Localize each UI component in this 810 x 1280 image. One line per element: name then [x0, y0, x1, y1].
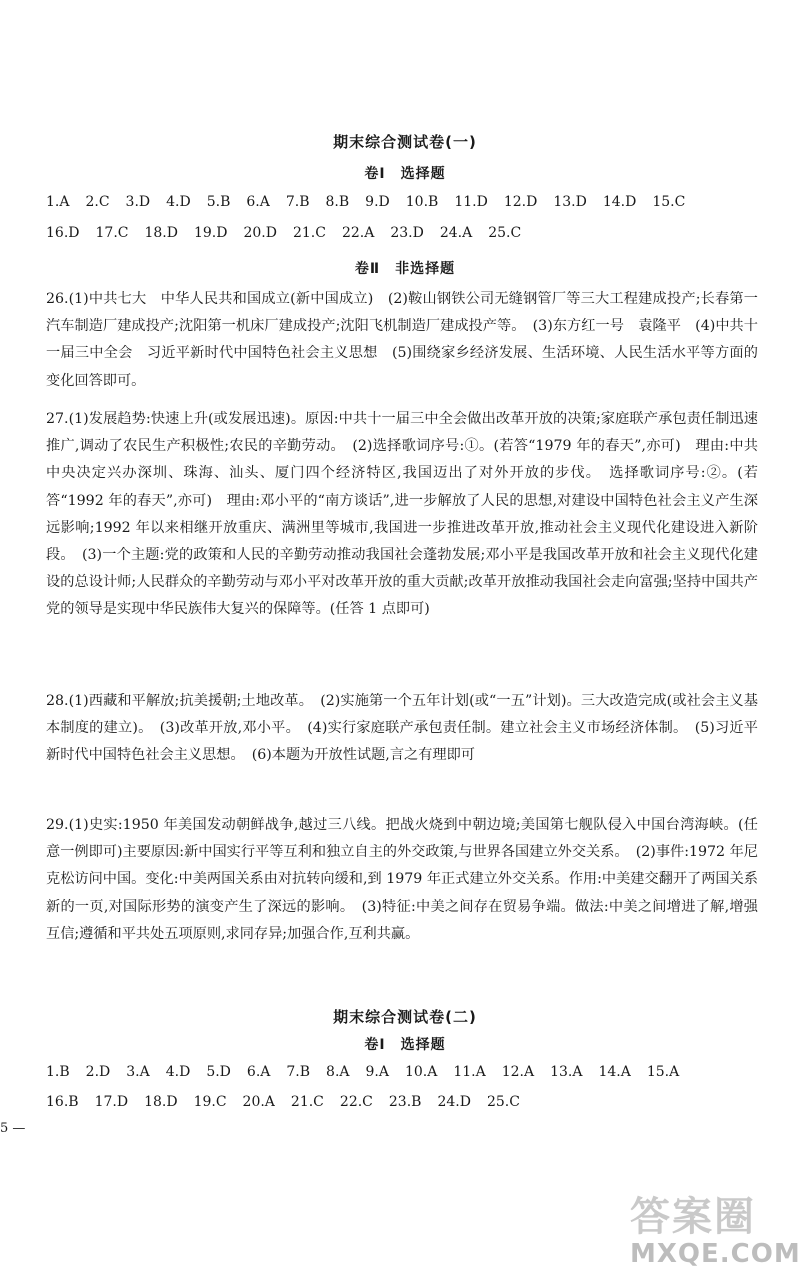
answer-item: 25.C — [486, 1094, 520, 1110]
answer-item: 2.D — [85, 1064, 111, 1080]
watermark-logo — [630, 1195, 800, 1275]
answer-item: 5.B — [206, 194, 231, 210]
answer-item: 10.A — [404, 1064, 438, 1080]
answer-item: 6.A — [246, 1064, 271, 1080]
answer-q26: 26.(1)中共七大 中华人民共和国成立(新中国成立) (2)鞍山钢铁公司无缝钢管厂等三大工程建成投产;长春第一汽车制造厂建成投产;沈阳第一机床厂建成投产;沈阳飞机制造厂建成投产等。 (3)东方红一号 袁隆平 (4)中共十一届三中全会 习近平新时代中国特色社会主义思想 (5)围绕家乡经济发展、生活环境、人民生活水平等方面的变化回答即可。 — [46, 291, 758, 389]
exam1-answers-row1 — [46, 194, 701, 210]
exam1-title: 期末综合测试卷(一) — [333, 133, 477, 151]
answer-item: 9.A — [365, 1064, 389, 1080]
answer-item: 12.D — [503, 194, 538, 210]
answer-q29: 29.(1)史实:1950 年美国发动朝鲜战争,越过三八线。把战火烧到中朝边境;美国第七舰队侵入中国台湾海峡。(任意一例即可)主要原因:新中国实行平等互利和独立自主的外交政策,与世界各国建立外交关系。 (2)事件:1972 年尼克松访问中国。变化:中美两国关系由对抗转向缓和,到 1979 年正式建立外交关系。作用:中美建交翻开了两国关系新的一页,对国际形势的演变产生了深远的影响。 (3)特征:中美之间存在贸易争端。做法:中美之间增进了解,增强互信;遵循和平共处五项原则,求同存异;加强合作,互利共赢。 — [46, 817, 758, 942]
answer-item: 20.A — [242, 1094, 275, 1110]
answer-item: 7.B — [285, 194, 310, 210]
answer-item: 8.A — [326, 1064, 350, 1080]
page-number: 5 — — [0, 1121, 26, 1136]
exam1-part1-title: 卷Ⅰ 选择题 — [364, 166, 446, 182]
answer-item: 2.C — [85, 194, 110, 210]
answer-q27: 27.(1)发展趋势:快速上升(或发展迅速)。原因:中共十一届三中全会做出改革开放的决策;家庭联产承包责任制迅速推广,调动了农民生产积极性;农民的辛勤劳动。 (2)选择歌词序号:①。(若答“1979 年的春天”,亦可) 理由:中共中央决定兴办深圳、珠海、汕头、厦门四个经济特区,我国迈出了对外开放的步伐。 选择歌词序号:②。(若答“1992 年的春天”,亦可) 理由:邓小平的“南方谈话”,进一步解放了人民的思想,对建设中国特色社会主义产生深远影响;1992 年以来相继开放重庆、满洲里等城市,我国进一步推进改革开放,推动社会主义现代化建设进入新阶段。 (3)一个主题:党的政策和人民的辛勤劳动推动我国社会蓬勃发展;邓小平是我国改革开放和社会主义现代化建设的总设计师;人民群众的辛勤劳动与邓小平对改革开放的重大贡献;改革开放推动我国社会走向富强;坚持中国共产党的领导是实现中华民族伟大复兴的保障等。(任答 1 点即可) — [46, 411, 758, 618]
answer-item: 22.A — [341, 225, 375, 241]
answer-item: 17.C — [95, 225, 129, 241]
answer-item: 4.D — [165, 1064, 191, 1080]
exam2-part1-title: 卷Ⅰ 选择题 — [364, 1037, 446, 1053]
answer-item: 13.A — [550, 1064, 583, 1080]
answer-item: 3.D — [125, 194, 151, 210]
answer-item: 21.C — [290, 1094, 324, 1110]
answer-item: 24.A — [439, 225, 473, 241]
answer-item: 23.B — [388, 1094, 422, 1110]
answer-item: 23.D — [390, 225, 424, 241]
answer-item: 5.D — [206, 1064, 231, 1080]
answer-item: 20.D — [243, 225, 277, 241]
answer-item: 3.A — [126, 1064, 150, 1080]
answer-item: 14.D — [602, 194, 637, 210]
answer-item: 17.D — [94, 1094, 129, 1110]
answer-item: 12.A — [501, 1064, 535, 1080]
answer-item: 21.C — [292, 225, 326, 241]
watermark-site-text: MXQE.COM — [630, 1239, 801, 1269]
exam1-part2-title: 卷Ⅱ 非选择题 — [354, 261, 456, 277]
watermark-logo-text: 答案圈 — [630, 1194, 756, 1240]
exam1-answers-row2 — [46, 225, 537, 241]
answer-item: 18.D — [144, 225, 178, 241]
answer-item: 18.D — [144, 1094, 178, 1110]
answer-item: 1.A — [46, 194, 70, 210]
answer-item: 19.C — [193, 1094, 227, 1110]
answer-item: 6.A — [246, 194, 270, 210]
answer-q28: 28.(1)西藏和平解放;抗美援朝;土地改革。 (2)实施第一个五年计划(或“一五”计划)。三大改造完成(或社会主义基本制度的建立)。 (3)改革开放,邓小平。 (4)实行家庭联产承包责任制。建立社会主义市场经济体制。 (5)习近平新时代中国特色社会主义思想。 (6)本题为开放性试题,言之有理即可 — [46, 693, 758, 764]
answer-item: 15.C — [652, 194, 686, 210]
answer-item: 4.D — [166, 194, 191, 210]
answer-item: 19.D — [193, 225, 228, 241]
answer-item: 13.D — [553, 194, 587, 210]
answer-item: 8.B — [325, 194, 350, 210]
answer-item: 14.A — [598, 1064, 631, 1080]
exam2-title: 期末综合测试卷(二) — [333, 1008, 477, 1026]
answer-item: 11.A — [453, 1064, 486, 1080]
answer-item: 16.B — [46, 1094, 79, 1110]
answer-item: 10.B — [405, 194, 439, 210]
answer-item: 16.D — [46, 225, 80, 241]
answer-item: 22.C — [339, 1094, 373, 1110]
answer-item: 15.A — [646, 1064, 680, 1080]
answer-item: 7.B — [286, 1064, 311, 1080]
answer-item: 24.D — [437, 1094, 471, 1110]
exam2-answers-row2 — [46, 1094, 536, 1110]
answer-item: 1.B — [46, 1064, 70, 1080]
answer-item: 25.C — [488, 225, 522, 241]
answer-item: 11.D — [454, 194, 488, 210]
answer-item: 9.D — [365, 194, 390, 210]
exam2-answers-row1 — [46, 1064, 695, 1080]
